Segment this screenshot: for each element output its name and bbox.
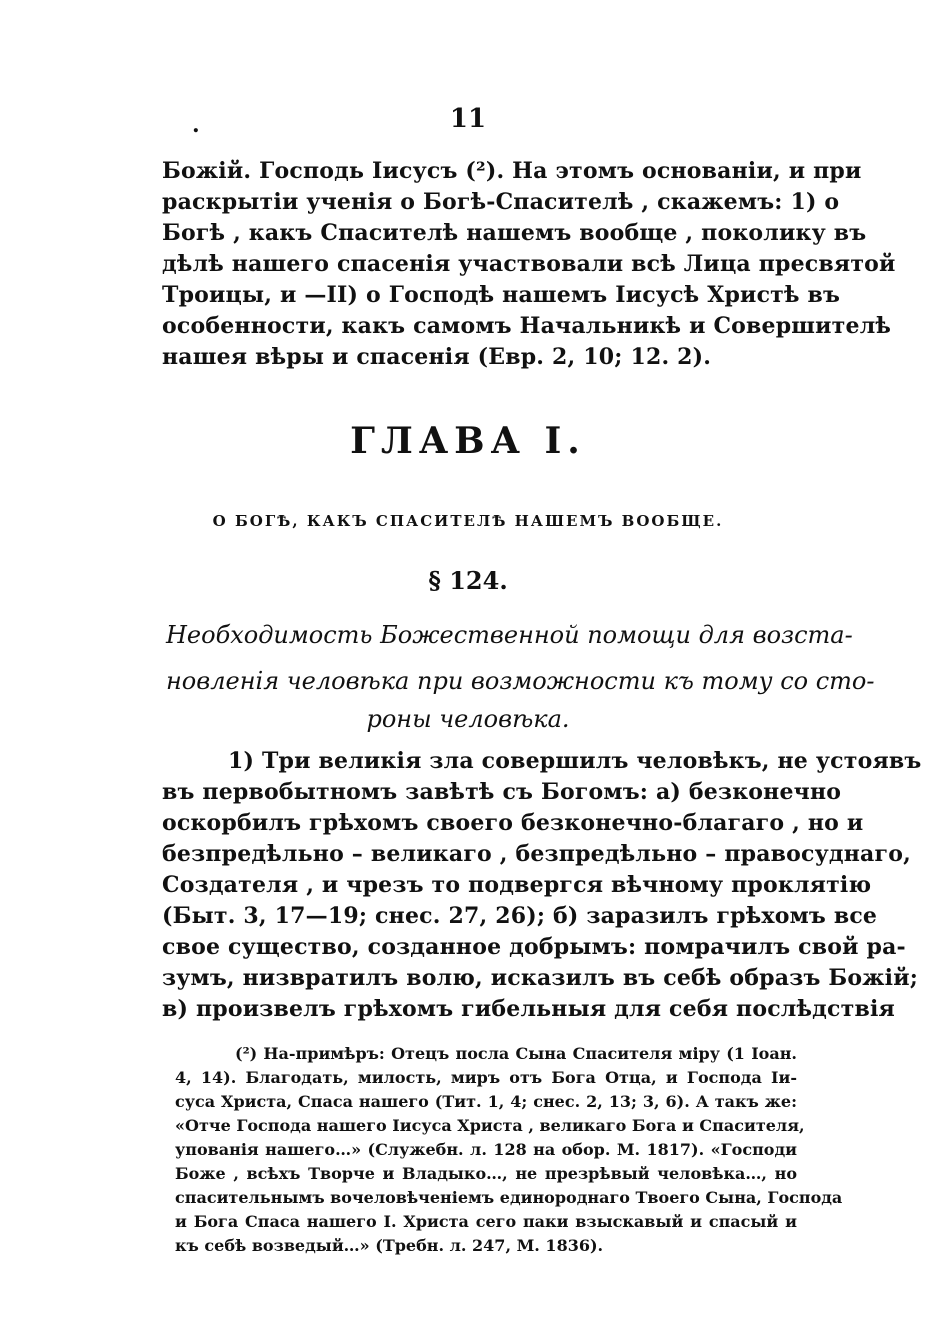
page-number: 11 bbox=[449, 104, 487, 134]
text-line: (Быт. 3, 17—19; снес. 27, 26); б) заразилъ грѣхомъ все bbox=[162, 903, 878, 929]
text-line: свое существо, созданное добрымъ: помрачилъ свой ра- bbox=[162, 934, 906, 960]
section-number: § 124. bbox=[428, 566, 508, 595]
footnote-line: Боже , всѣхъ Творче и Владыко…, не презрѣвый человѣка…, но bbox=[175, 1164, 797, 1183]
text-line: дѣлѣ нашего спасенія участвовали всѣ Лица пресвятой bbox=[162, 251, 896, 277]
text-line: въ первобытномъ завѣтѣ съ Богомъ: а) безконечно bbox=[162, 779, 842, 805]
section-heading-line: Необходимость Божественной помощи для возста- bbox=[166, 621, 853, 649]
section-heading-line: новленія человѣка при возможности къ тому со сто- bbox=[166, 667, 875, 695]
section-heading-line: роны человѣка. bbox=[366, 705, 570, 733]
text-line: Троицы, и —II) о Господѣ нашемъ Іисусѣ Христѣ въ bbox=[162, 282, 841, 308]
chapter-subtitle: О БОГѢ, КАКЪ СПАСИТЕЛѢ НАШЕМЪ ВООБЩЕ. bbox=[212, 512, 724, 530]
text-line: Божій. Господь Іисусъ (²). На этомъ основаніи, и при bbox=[162, 158, 862, 184]
text-line: безпредѣльно – великаго , безпредѣльно – правосуднаго, bbox=[162, 841, 911, 867]
footnote-line: упованія нашего…» (Служебн. л. 128 на обор. М. 1817). «Господи bbox=[175, 1140, 797, 1159]
text-line: нашея вѣры и спасенія (Евр. 2, 10; 12. 2). bbox=[162, 344, 712, 370]
text-line: в) произвелъ грѣхомъ гибельныя для себя послѣдствія bbox=[162, 996, 895, 1022]
text-line: особенности, какъ самомъ Начальникѣ и Совершителѣ bbox=[162, 313, 892, 339]
margin-dot: . bbox=[192, 112, 200, 138]
footnote-line: (²) На-примѣръ: Отецъ посла Сына Спасителя міру (1 Іоан. bbox=[235, 1044, 797, 1063]
text-line: Богѣ , какъ Спасителѣ нашемъ вообще , поколику въ bbox=[162, 220, 867, 246]
text-line: зумъ, низвратилъ волю, исказилъ въ себѣ образъ Божій; bbox=[162, 965, 919, 991]
footnote-line: «Отче Господа нашего Іисуса Христа , великаго Бога и Спасителя, bbox=[175, 1116, 805, 1135]
text-line: Создателя , и чрезъ то подвергся вѣчному проклятію bbox=[162, 872, 872, 898]
chapter-title: ГЛАВА I. bbox=[350, 420, 586, 462]
footnote-line: и Бога Спаса нашего I. Христа сего паки взыскавый и спасый и bbox=[175, 1212, 797, 1231]
text-line: раскрытіи ученія о Богѣ-Спасителѣ , скажемъ: 1) о bbox=[162, 189, 840, 215]
footnote-line: спасительнымъ вочеловѣченіемъ единороднаго Твоего Сына, Господа bbox=[175, 1188, 843, 1207]
text-line: оскорбилъ грѣхомъ своего безконечно-благаго , но и bbox=[162, 810, 864, 836]
text-line: 1) Три великія зла совершилъ человѣкъ, не устоявъ bbox=[228, 748, 922, 774]
footnote-line: къ себѣ возведый…» (Требн. л. 247, М. 1836). bbox=[175, 1236, 604, 1255]
footnote-line: 4, 14). Благодать, милость, миръ отъ Бога Отца, и Господа Іи- bbox=[175, 1068, 797, 1087]
footnote-line: суса Христа, Спаса нашего (Тит. 1, 4; снес. 2, 13; 3, 6). А такъ же: bbox=[175, 1092, 797, 1111]
